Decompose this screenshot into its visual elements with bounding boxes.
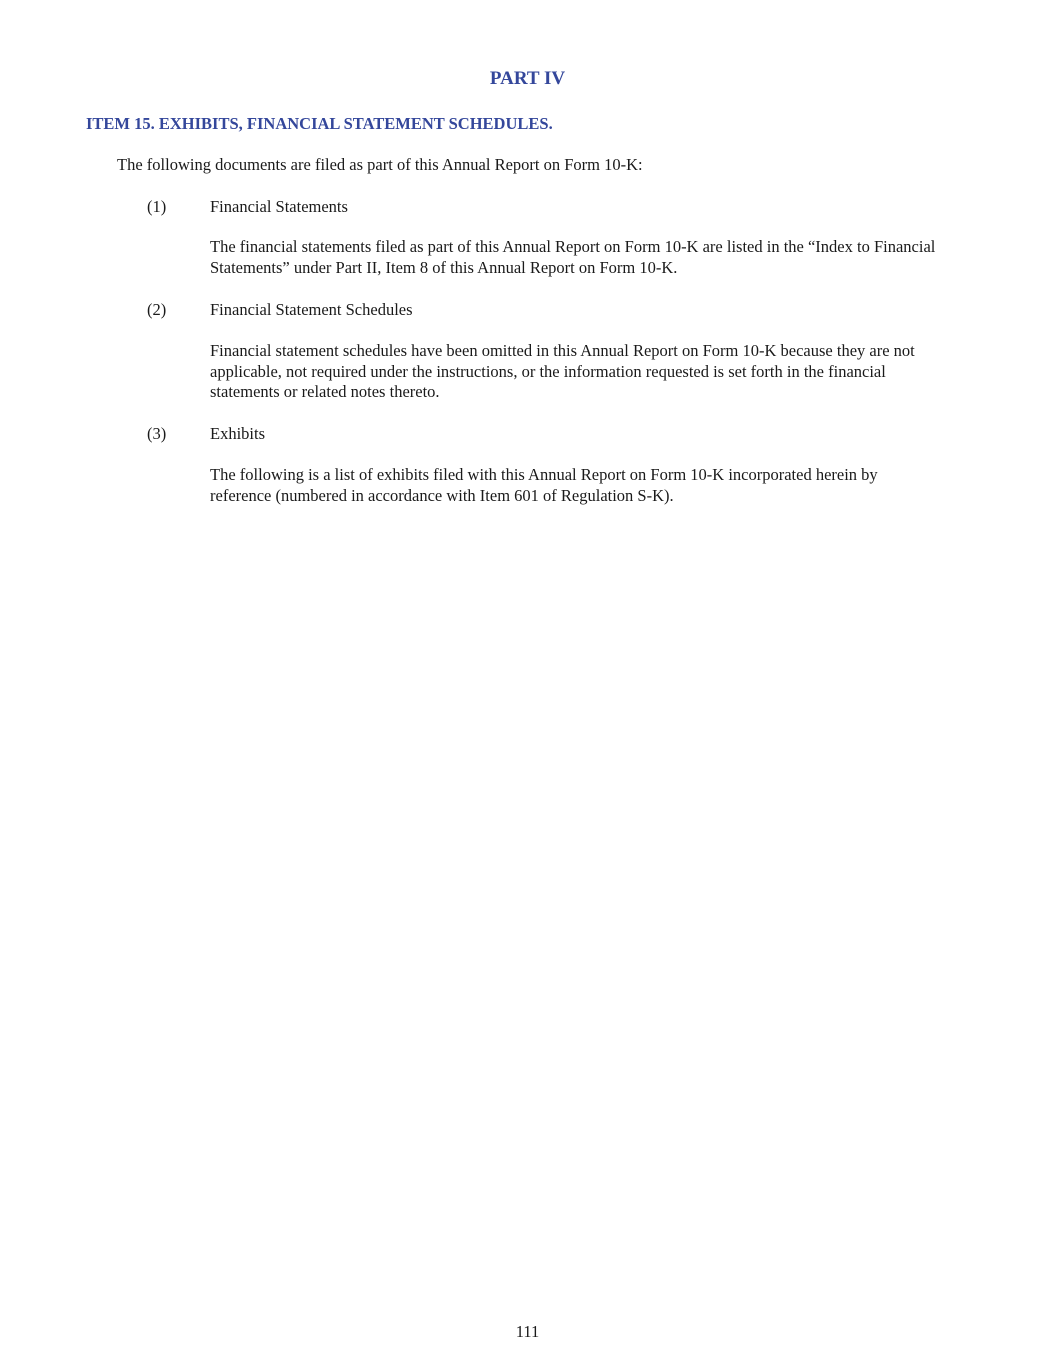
list-item-number: (3): [147, 424, 167, 443]
part-title: PART IV: [489, 68, 566, 89]
list-item-label: Exhibits: [210, 424, 266, 443]
list-item-description: The financial statements filed as part of this Annual Report on Form 10-K are listed in the “Index to Financial Statements” under Part II, Item 8 of this Annual Report on Form 10-K.: [210, 237, 936, 277]
list-item-description: Financial statement schedules have been omitted in this Annual Report on Form 10-K because they are not applicable, not required under the instructions, or the information requested is set forth in the financial statements or related notes thereto.: [210, 341, 915, 402]
list-item-label: Financial Statements: [210, 197, 348, 216]
list-item-number: (1): [147, 197, 167, 216]
list-item-number: (2): [147, 300, 167, 319]
intro-paragraph: The following documents are filed as part of this Annual Report on Form 10-K:: [117, 155, 643, 174]
page-number: 111: [515, 1322, 540, 1341]
list-item-description: The following is a list of exhibits filed with this Annual Report on Form 10-K incorporated herein by reference (numbered in accordance with Item 601 of Regulation S-K).: [210, 465, 878, 505]
list-item-label: Financial Statement Schedules: [210, 300, 413, 319]
item-heading: ITEM 15. EXHIBITS, FINANCIAL STATEMENT SCHEDULES.: [86, 114, 553, 133]
